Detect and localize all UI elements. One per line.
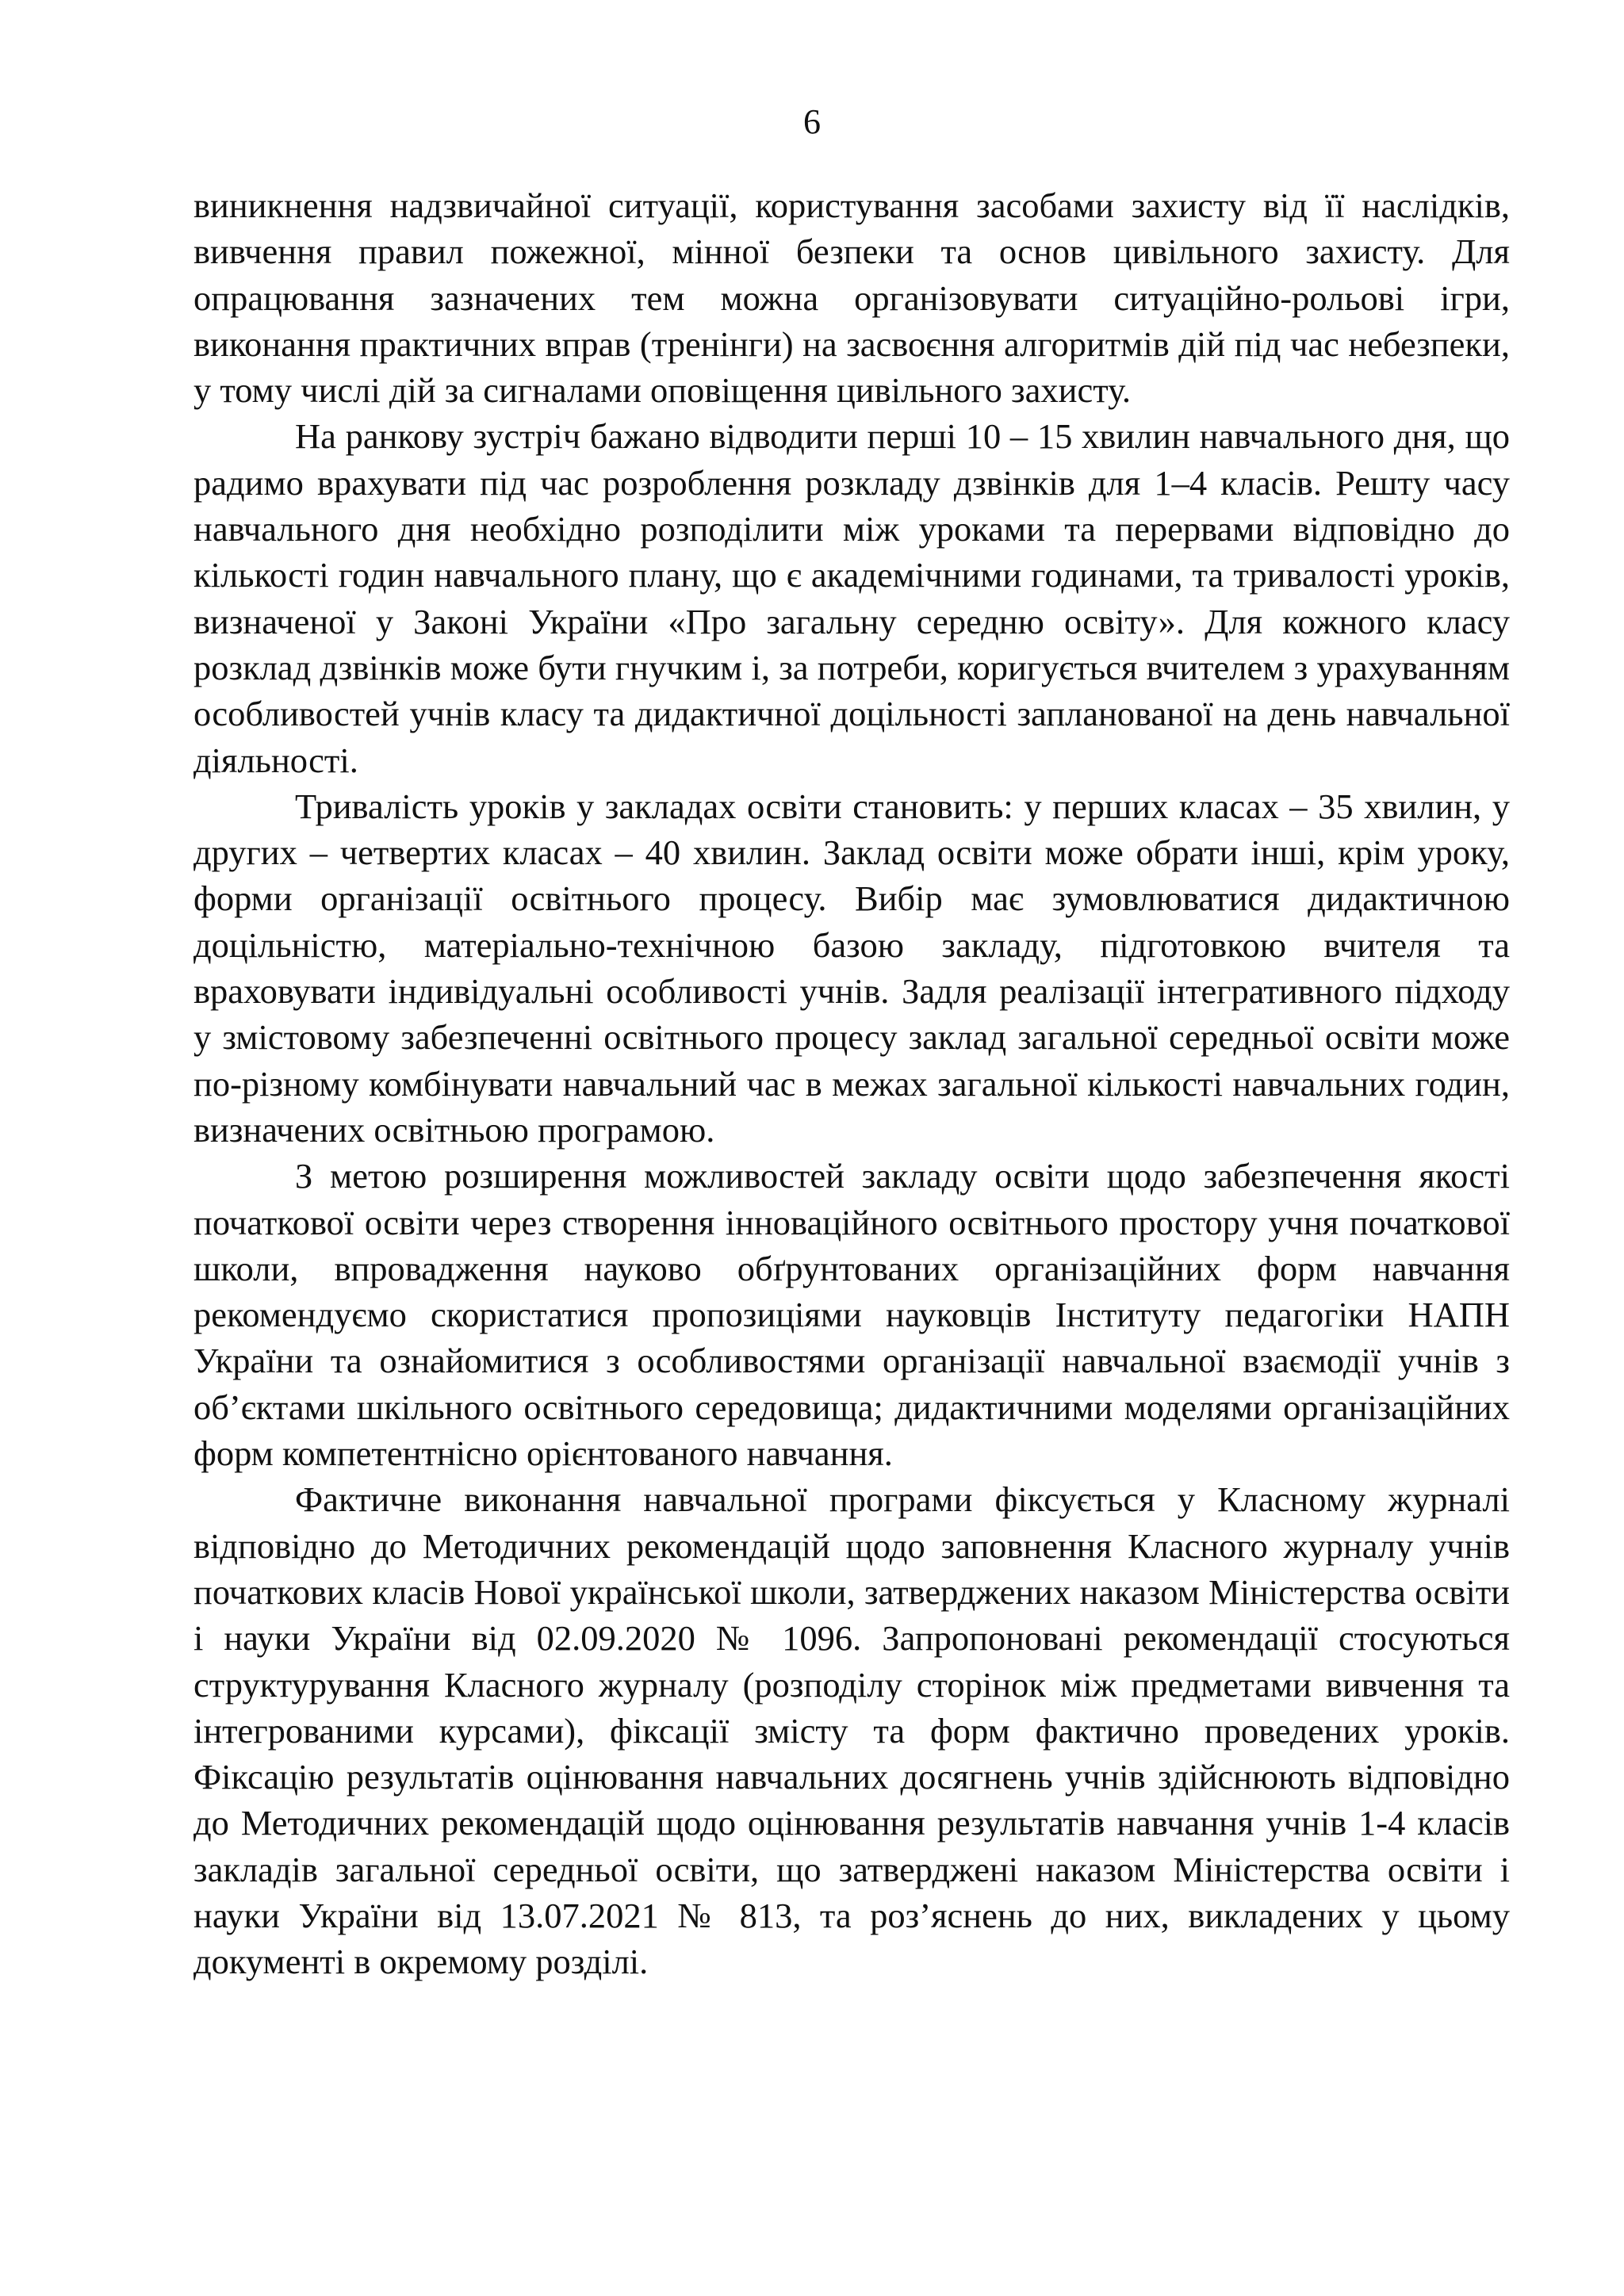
paragraph-class-journal: Фактичне виконання навчальної програми фіксується у Класному журналі відповідно до Методичних рекомендацій щодо заповнення Класного журналу учнів початкових класів Нової української школи, затверджених наказом Міністерства освіти і науки України від 02.09.2020 № 1096. Запропоновані рекомендації стосуються структурування Класного журналу (розподілу сторінок між предметами вивчення та інтегрованими курсами), фіксації змісту та форм фактично проведених уроків. Фіксацію результатів оцінювання навчальних досягнень учнів здійснюють відповідно до Методичних рекомендацій щодо оцінювання результатів навчання учнів 1-4 класів закладів загальної середньої освіти, що затверджені наказом Міністерства освіти і науки України від 13.07.2021 № 813, та роз’яснень до них, викладених у цьому документі в окремому розділі. <box>193 1479 1510 1982</box>
page-number: 6 <box>803 102 821 141</box>
paragraph-innovation-space: З метою розширення можливостей закладу освіти щодо забезпечення якості початкової освіти через створення інноваційного освітнього простору учня початкової школи, впровадження науково обґрунтованих організаційних форм навчання рекомендуємо скористатися пропозиціями науковців Інституту педагогіки НАПН України та ознайомитися з особливостями організації навчальної взаємодії учнів з об’єктами шкільного освітнього середовища; дидактичними моделями організаційних форм компетентнісно орієнтованого навчання. <box>193 1156 1510 1474</box>
paragraph-continuation: виникнення надзвичайної ситуації, користування засобами захисту від її наслідків, вивчення правил пожежної, мінної безпеки та основ цивільного захисту. Для опрацювання зазначених тем можна організовувати ситуаційно-рольові ігри, виконання практичних вправ (тренінги) на засвоєння алгоритмів дій під час небезпеки, у тому числі дій за сигналами оповіщення цивільного захисту. <box>193 186 1510 411</box>
paragraph-lesson-duration: Тривалість уроків у закладах освіти становить: у перших класах – 35 хвилин, у других – четвертих класах – 40 хвилин. Заклад освіти може обрати інші, крім уроку, форми організації освітнього процесу. Вибір має зумовлюватися дидактичною доцільністю, матеріально-технічною базою закладу, підготовкою вчителя та враховувати індивідуальні особливості учнів. Задля реалізації інтегративного підходу у змістовому забезпеченні освітнього процесу заклад загальної середньої освіти може по-різному комбінувати навчальний час в межах загальної кількості навчальних годин, визначених освітньою програмою. <box>193 786 1510 1150</box>
paragraph-morning-meeting: На ранкову зустріч бажано відводити перші 10 – 15 хвилин навчального дня, що радимо врахувати під час розроблення розкладу дзвінків для 1–4 класів. Решту часу навчального дня необхідно розподілити між уроками та перервами відповідно до кількості годин навчального плану, що є академічними годинами, та тривалості уроків, визначеної у Законі України «Про загальну середню освіту». Для кожного класу розклад дзвінків може бути гнучким і, за потреби, коригується вчителем з урахуванням особливостей учнів класу та дидактичної доцільності запланованої на день навчальної діяльності. <box>193 416 1510 780</box>
document-body <box>193 182 1510 1985</box>
